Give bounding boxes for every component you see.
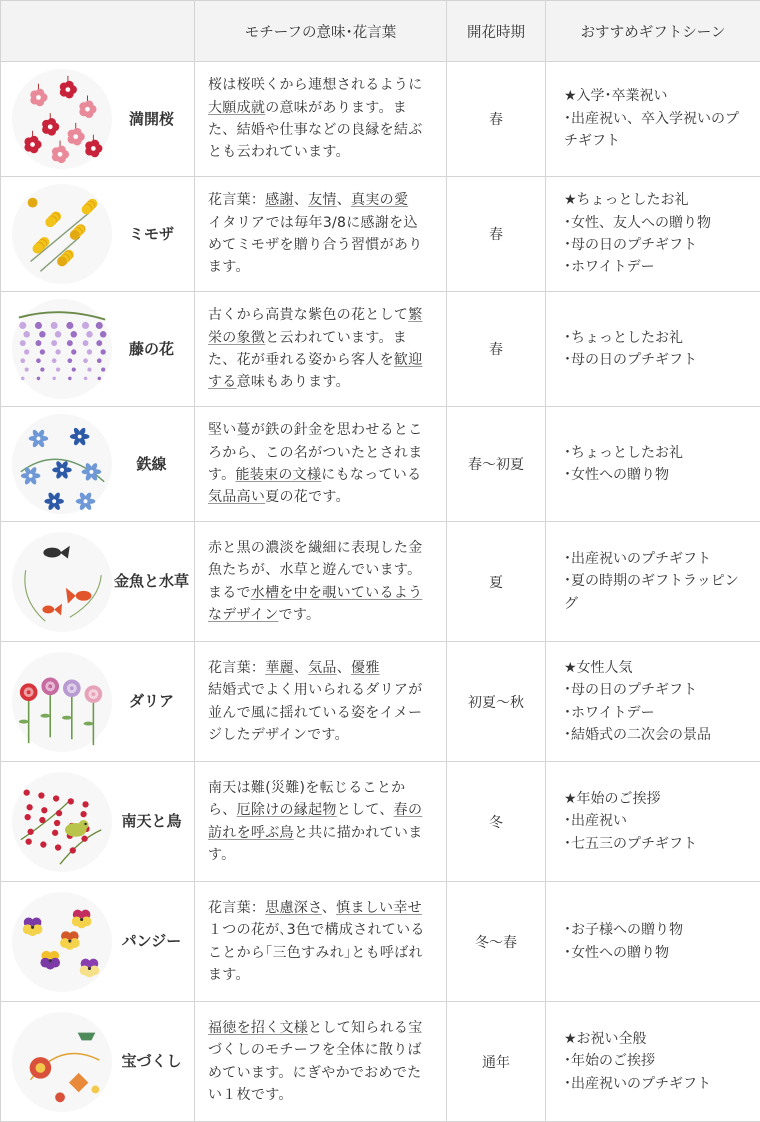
gift-scene-cell	[546, 62, 760, 177]
mimosa-motif	[11, 183, 113, 285]
table-row	[1, 642, 760, 762]
table-row	[1, 882, 760, 1002]
season-cell: 通年	[447, 1002, 546, 1122]
highlight-phrase: 歓迎する	[208, 352, 423, 390]
gift-scene-item: ･ちょっとしたお礼	[564, 442, 750, 464]
motif-name: 宝づくし	[113, 1050, 190, 1073]
gift-scene-cell	[546, 292, 760, 407]
meaning-text: と云われています。また、花が垂れる姿から客人を	[208, 330, 407, 368]
highlight-phrase: 能装束の文様	[235, 467, 321, 483]
highlight-phrase: 感謝	[265, 192, 294, 208]
meaning-text: 、	[294, 660, 308, 676]
highlight-phrase: 華麗	[265, 660, 294, 676]
gift-scene-item: ★ちょっとしたお礼	[564, 189, 750, 211]
meaning-text: 桜は桜咲くから連想されるように	[208, 77, 423, 93]
gift-scene-item: ･母の日のプチギフト	[564, 679, 750, 701]
motif-name: 藤の花	[113, 338, 190, 361]
meaning-cell	[195, 177, 447, 292]
meaning-text: 南天は難(災難)を転じることから、	[208, 780, 405, 818]
meaning-text: です。	[279, 607, 321, 623]
table-row	[1, 292, 760, 407]
meaning-text: として、	[337, 802, 394, 818]
meaning-text: 、	[294, 192, 308, 208]
meaning-text: 結婚式でよく用いられるダリアが並んで風に揺れている姿をイメージしたデザインです。	[208, 682, 423, 743]
gift-scene-item: ･ちょっとしたお礼	[564, 327, 750, 349]
highlight-phrase: 厄除けの縁起物	[237, 802, 337, 818]
header-meaning: モチーフの意味･花言葉	[195, 1, 447, 62]
motif-name: 金魚と水草	[113, 570, 190, 593]
motif-name: ミモザ	[113, 223, 190, 246]
gift-scene-item: ･女性、友人への贈り物	[564, 212, 750, 234]
motif-cell	[1, 62, 195, 177]
meaning-text: 、	[337, 660, 351, 676]
motif-cell	[1, 642, 195, 762]
season-cell: 初夏〜秋	[447, 642, 546, 762]
pansy-motif	[11, 891, 113, 993]
gift-scene-cell	[546, 882, 760, 1002]
header-season: 開花時期	[447, 1, 546, 62]
cherry-blossom-motif	[11, 68, 113, 170]
gift-scene-cell	[546, 762, 760, 882]
gift-scene-item: ･出産祝い	[564, 810, 750, 832]
gift-scene-item: ★お祝い全般	[564, 1028, 750, 1050]
meaning-text: 夏の花です。	[265, 489, 350, 505]
gift-scene-item: ･出産祝いのプチギフト	[564, 548, 750, 570]
header-row	[1, 1, 760, 62]
gift-scene-item: ･七五三のプチギフト	[564, 833, 750, 855]
header-motif	[1, 1, 195, 62]
meaning-text: の意味があります。また、結婚や仕事などの良縁を結ぶとも云われています。	[208, 100, 423, 161]
table-row	[1, 1002, 760, 1122]
motif-name: ダリア	[113, 690, 190, 713]
meaning-text: 花言葉：	[208, 192, 265, 208]
highlight-phrase: 慎ましい幸せ	[336, 900, 422, 916]
meaning-cell	[195, 1002, 447, 1122]
highlight-phrase: 思慮深さ	[265, 900, 322, 916]
dahlia-motif	[11, 651, 113, 753]
gift-scene-item: ･お子様への贈り物	[564, 919, 750, 941]
meaning-text: 、	[322, 900, 336, 916]
motif-name: 鉄線	[113, 453, 190, 476]
highlight-phrase: 友情	[308, 192, 337, 208]
motif-cell	[1, 1002, 195, 1122]
meaning-cell	[195, 522, 447, 642]
motif-cell	[1, 762, 195, 882]
gift-scene-item: ･ホワイトデー	[564, 256, 750, 278]
highlight-phrase: 優雅	[351, 660, 380, 676]
table-row	[1, 522, 760, 642]
header-scene: おすすめギフトシーン	[546, 1, 760, 62]
motif-name: 南天と鳥	[113, 810, 190, 833]
motif-cell	[1, 407, 195, 522]
meaning-text: イタリアでは毎年3/8に感謝を込めてミモザを贈り合う習慣があります。	[208, 215, 423, 276]
highlight-phrase: 真実の愛	[351, 192, 408, 208]
table-row	[1, 177, 760, 292]
season-cell: 冬	[447, 762, 546, 882]
meaning-cell	[195, 62, 447, 177]
table-row	[1, 62, 760, 177]
gift-scene-item: ･結婚式の二次会の景品	[564, 724, 750, 746]
motif-cell	[1, 522, 195, 642]
meaning-text: 堅い蔓が鉄の針金を思わせるところから、この名がついたとされます。	[208, 422, 423, 483]
meaning-text: 花言葉：	[208, 660, 265, 676]
meaning-text: 赤と黒の濃淡を繊細に表現した金魚たちが、水草と遊んでいます。まるで	[208, 540, 423, 601]
gift-scene-cell	[546, 407, 760, 522]
meaning-cell	[195, 407, 447, 522]
gift-scene-cell	[546, 177, 760, 292]
highlight-phrase: 気品	[308, 660, 337, 676]
gift-scene-item: ･ホワイトデー	[564, 702, 750, 724]
season-cell: 春〜初夏	[447, 407, 546, 522]
season-cell: 春	[447, 292, 546, 407]
motif-cell	[1, 882, 195, 1002]
meaning-text: 意味もあります。	[237, 374, 350, 390]
season-cell: 春	[447, 177, 546, 292]
gift-scene-item: ･出産祝い、卒入学祝いのプチギフト	[564, 108, 750, 153]
gift-scene-item: ･女性への贈り物	[564, 942, 750, 964]
season-cell: 夏	[447, 522, 546, 642]
highlight-phrase: 大願成就	[208, 100, 265, 116]
gift-scene-item: ★年始のご挨拶	[564, 788, 750, 810]
highlight-phrase: 繁栄の象徴	[208, 307, 423, 345]
nandina-bird-motif	[11, 771, 113, 873]
meaning-cell	[195, 882, 447, 1002]
meaning-cell	[195, 292, 447, 407]
motif-cell	[1, 292, 195, 407]
gift-scene-item: ･出産祝いのプチギフト	[564, 1073, 750, 1095]
treasures-motif	[11, 1011, 113, 1113]
gift-scene-cell	[546, 642, 760, 762]
meaning-text: 、	[337, 192, 351, 208]
meaning-text: にもなっている	[321, 467, 421, 483]
clematis-motif	[11, 413, 113, 515]
meaning-text: と共に描かれています。	[208, 825, 423, 863]
meaning-text: 古くから高貴な紫色の花として	[208, 307, 408, 323]
table-row	[1, 407, 760, 522]
highlight-phrase: 気品高い	[208, 489, 265, 505]
gift-scene-item: ･夏の時期のギフトラッピング	[564, 570, 750, 615]
season-cell: 冬〜春	[447, 882, 546, 1002]
highlight-phrase: 福徳を招く文様	[208, 1020, 308, 1036]
gift-scene-item: ★入学･卒業祝い	[564, 85, 750, 107]
wisteria-motif	[11, 298, 113, 400]
meaning-text: １つの花が､3色で構成されていることから｢三色すみれ｣とも呼ばれます。	[208, 922, 425, 983]
gift-scene-item: ･女性への贈り物	[564, 464, 750, 486]
gift-scene-item: ★女性人気	[564, 657, 750, 679]
motif-cell	[1, 177, 195, 292]
gift-scene-item: ･母の日のプチギフト	[564, 234, 750, 256]
highlight-phrase: 水槽を中を覗いているようなデザイン	[208, 585, 422, 623]
gift-scene-cell	[546, 522, 760, 642]
gift-scene-item: ･年始のご挨拶	[564, 1050, 750, 1072]
table-row	[1, 762, 760, 882]
gift-scene-cell	[546, 1002, 760, 1122]
gift-scene-item: ･母の日のプチギフト	[564, 349, 750, 371]
meaning-text: 花言葉：	[208, 900, 265, 916]
meaning-cell	[195, 762, 447, 882]
meaning-text: として知られる宝づくしのモチーフを全体に散りばめています。にぎやかでおめでたい１枚です。	[208, 1020, 423, 1103]
motif-name: パンジー	[113, 930, 190, 953]
motif-name: 満開桜	[113, 108, 190, 131]
season-cell: 春	[447, 62, 546, 177]
goldfish-motif	[11, 531, 113, 633]
meaning-cell	[195, 642, 447, 762]
highlight-phrase: 春の訪れを呼ぶ鳥	[208, 802, 422, 840]
